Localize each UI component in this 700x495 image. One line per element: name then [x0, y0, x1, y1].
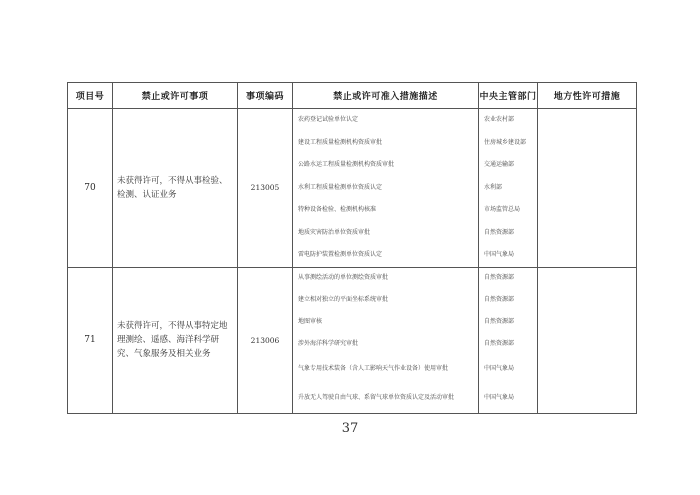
central-dept: 中国气象局 [484, 365, 515, 372]
central-dept: 自然资源部 [484, 274, 515, 281]
header-item-code: 事项编码 [238, 83, 293, 109]
measure-desc: 从事测绘活动的单位测绘资质审批 [298, 274, 389, 281]
measure-desc-list [293, 109, 479, 268]
prohibited-item: 未获得许可，不得从事检验、检测、认证业务 [113, 109, 238, 268]
table-row [68, 109, 637, 268]
header-item-no: 项目号 [68, 83, 113, 109]
table-header-row [68, 83, 637, 109]
measure-desc: 地图审核 [298, 317, 323, 325]
prohibited-item: 未获得许可，不得从事特定地理测绘、遥感、海洋科学研究、气象服务及相关业务 [113, 267, 238, 413]
item-number: 71 [68, 267, 113, 413]
item-code: 213005 [238, 109, 293, 268]
central-dept: 住房城乡建设部 [484, 138, 527, 146]
central-dept: 市场监管总局 [484, 206, 521, 214]
central-dept: 中国气象局 [484, 394, 515, 401]
measure-desc: 升放无人驾驶自由气球、系留气球单位资质认定及活动审批 [298, 394, 455, 401]
header-central-dept: 中央主管部门 [479, 83, 538, 109]
central-dept-list [479, 109, 538, 268]
header-prohibited-item: 禁止或许可事项 [113, 83, 238, 109]
central-dept-list [479, 267, 538, 413]
local-measure [538, 109, 637, 268]
central-dept: 自然资源部 [484, 339, 515, 347]
measure-desc: 水利工程质量检测单位资质认定 [298, 183, 383, 191]
measure-desc: 涉外海洋科学研究审批 [298, 339, 359, 347]
central-dept: 交通运输部 [484, 161, 515, 169]
measure-desc: 建立相对独立的平面坐标系统审批 [298, 295, 389, 303]
measure-desc: 雷电防护装置检测单位资质认定 [298, 251, 383, 259]
central-dept: 中国气象局 [484, 251, 515, 259]
header-measure-desc: 禁止或许可准入措施描述 [293, 83, 479, 109]
page-number: 37 [341, 421, 359, 436]
local-measure [538, 267, 637, 413]
measure-desc: 特种设备检验、检测机构核准 [298, 206, 377, 214]
central-dept: 自然资源部 [484, 317, 515, 325]
permit-table [67, 82, 637, 414]
measure-desc: 建设工程质量检测机构资质审批 [298, 138, 383, 146]
item-number: 70 [68, 109, 113, 268]
measure-desc: 地质灾害防治单位资质审批 [298, 228, 371, 236]
table-row [68, 267, 637, 413]
header-local-measure: 地方性许可措施 [538, 83, 637, 109]
central-dept: 农业农村部 [484, 116, 515, 124]
measure-desc: 公路水运工程质量检测机构资质审批 [298, 161, 395, 169]
measure-desc: 气象专用技术装备（含人工影响天气作业设备）使用审批 [298, 365, 449, 372]
item-code: 213006 [238, 267, 293, 413]
central-dept: 水利部 [484, 183, 503, 191]
central-dept: 自然资源部 [484, 228, 515, 236]
measure-desc: 农药登记试验单位认定 [298, 116, 359, 124]
central-dept: 自然资源部 [484, 295, 515, 303]
measure-desc-list [293, 267, 479, 413]
